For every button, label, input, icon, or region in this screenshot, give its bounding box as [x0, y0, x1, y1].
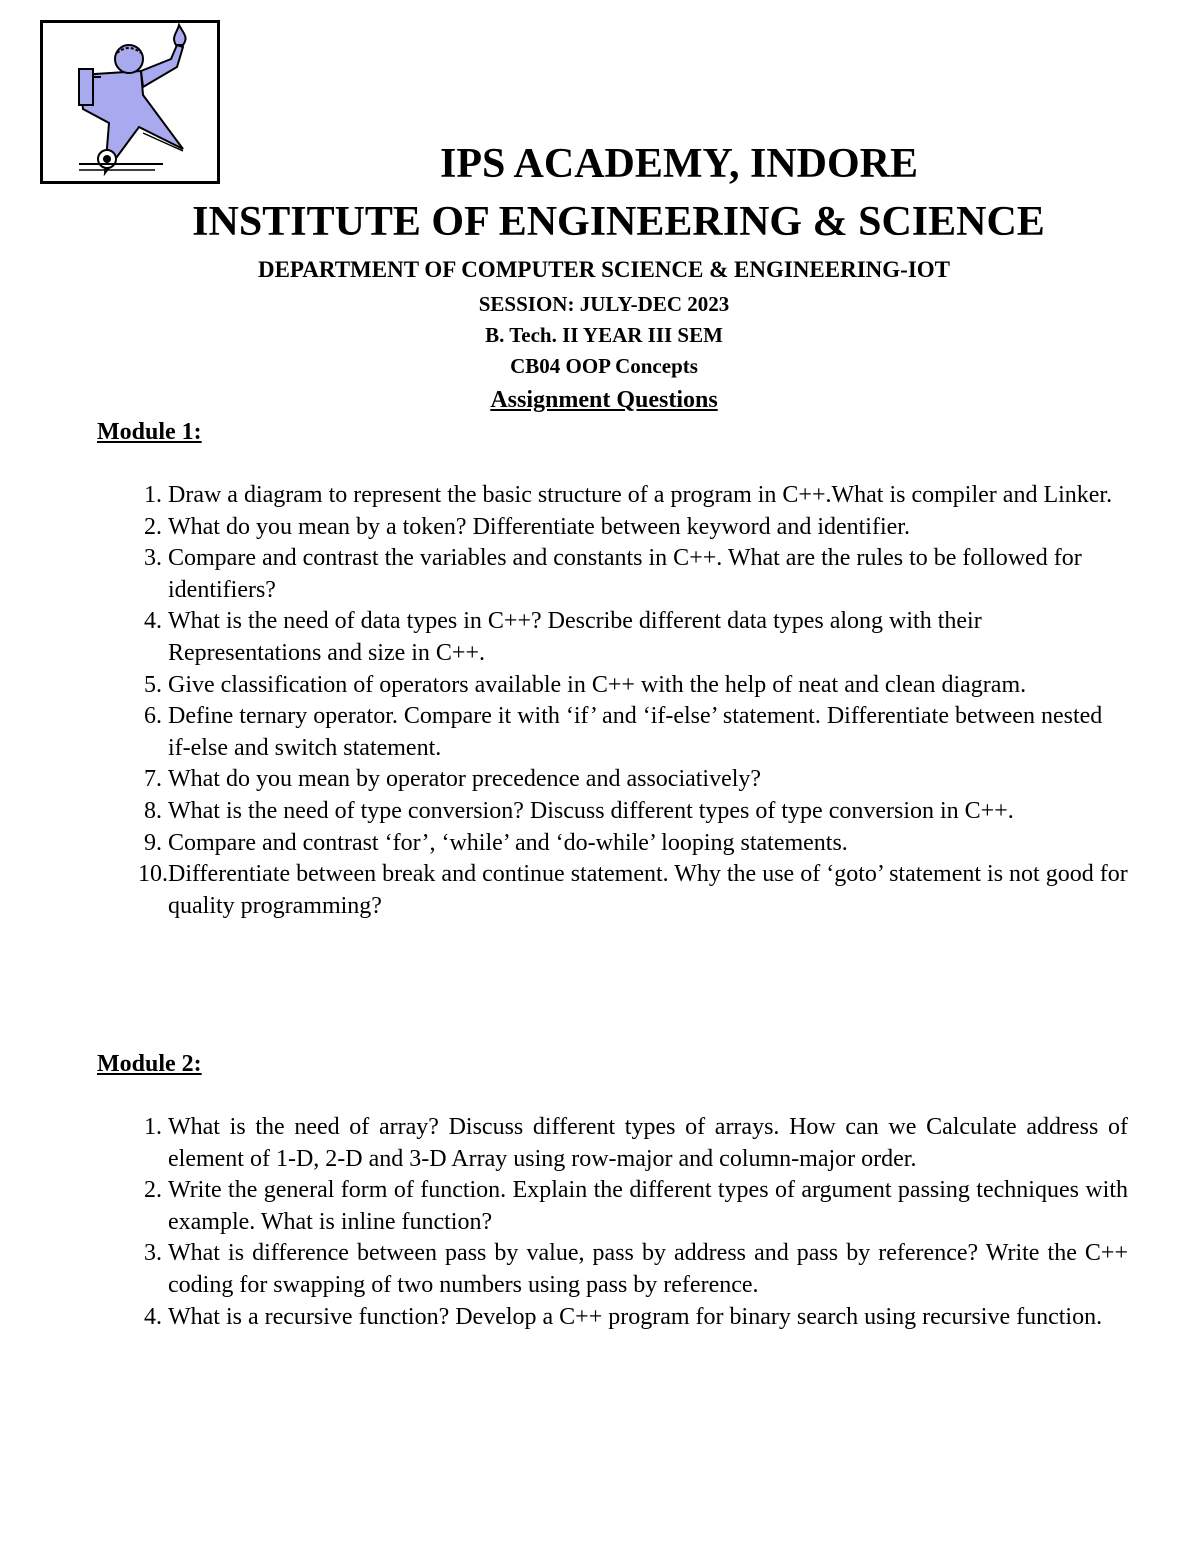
question-text: Give classification of operators available in C++ with the help of neat and clean diagram.	[168, 671, 1027, 698]
question-item	[144, 828, 1128, 860]
question-text: What is the need of data types in C++? Describe different data types along with their Representations and size in C++.	[168, 608, 982, 666]
question-item	[144, 764, 1128, 796]
question-number: 6.	[144, 703, 162, 730]
institute-logo	[40, 20, 220, 184]
question-item	[144, 1238, 1128, 1301]
question-number: 1.	[144, 1114, 162, 1140]
question-item	[144, 480, 1128, 512]
question-item	[144, 1175, 1128, 1238]
question-text: Differentiate between break and continue statement. Why the use of ‘goto’ statement is not good for quality programming?	[168, 861, 1128, 919]
question-text: What do you mean by a token? Differentiate between keyword and identifier.	[168, 513, 910, 540]
question-text: Write the general form of function. Explain the different types of argument passing techniques with example. What is inline function?	[168, 1177, 1128, 1235]
question-text: What is a recursive function? Develop a C++ program for binary search using recursive function.	[168, 1303, 1103, 1330]
question-number: 4.	[144, 608, 162, 635]
question-text: Draw a diagram to represent the basic structure of a program in C++.What is compiler and Linker.	[168, 482, 1113, 508]
question-item	[144, 606, 1128, 669]
year-semester-line: B. Tech. II YEAR III SEM	[485, 323, 723, 347]
question-number: 7.	[144, 766, 162, 793]
question-number: 4.	[144, 1303, 162, 1330]
question-text: What do you mean by operator precedence and associatively?	[168, 766, 762, 793]
institute-subname: INSTITUTE OF ENGINEERING & SCIENCE	[192, 199, 1045, 245]
question-number: 10.	[138, 861, 168, 888]
question-item	[138, 859, 1128, 922]
question-number: 2.	[144, 513, 162, 540]
question-item	[144, 512, 1128, 544]
question-item	[144, 670, 1128, 702]
question-item	[144, 1302, 1128, 1334]
module-2-heading: Module 2:	[97, 1051, 202, 1077]
question-number: 1.	[144, 482, 162, 508]
question-item	[144, 1112, 1128, 1175]
question-number: 5.	[144, 671, 162, 698]
session-line: SESSION: JULY-DEC 2023	[478, 292, 730, 316]
question-item	[144, 796, 1128, 828]
institute-name: IPS ACADEMY, INDORE	[440, 141, 919, 187]
question-text: What is the need of type conversion? Discuss different types of type conversion in C++.	[168, 797, 1014, 824]
question-number: 2.	[144, 1177, 162, 1204]
department-name: DEPARTMENT OF COMPUTER SCIENCE & ENGINEERING-IOT	[257, 257, 951, 282]
module-1-question-list	[138, 480, 1128, 922]
question-text: What is difference between pass by value, pass by address and pass by reference? Write the C++ coding for swapping of two numbers using pass by reference.	[168, 1240, 1128, 1298]
module-1-heading: Module 1:	[97, 419, 202, 445]
document-title: Assignment Questions	[490, 387, 718, 413]
question-item	[144, 701, 1128, 764]
question-number: 8.	[144, 797, 162, 824]
question-text: Compare and contrast ‘for’, ‘while’ and ‘do-while’ looping statements.	[168, 829, 848, 856]
question-number: 3.	[144, 545, 162, 572]
question-text: Compare and contrast the variables and constants in C++. What are the rules to be followed for identifiers?	[168, 545, 1082, 603]
question-item	[144, 543, 1128, 606]
module-2-question-list	[144, 1112, 1128, 1333]
question-text: What is the need of array? Discuss different types of arrays. How can we Calculate address of element of 1-D, 2-D and 3-D Array using row-major and column-major order.	[168, 1114, 1128, 1172]
question-number: 3.	[144, 1240, 162, 1267]
ips-academy-logo-icon	[43, 23, 217, 181]
question-number: 9.	[144, 829, 162, 856]
course-name: CB04 OOP Concepts	[510, 354, 698, 378]
question-text: Define ternary operator. Compare it with ‘if’ and ‘if-else’ statement. Differentiate between nested if-else and switch statement.	[168, 703, 1103, 761]
